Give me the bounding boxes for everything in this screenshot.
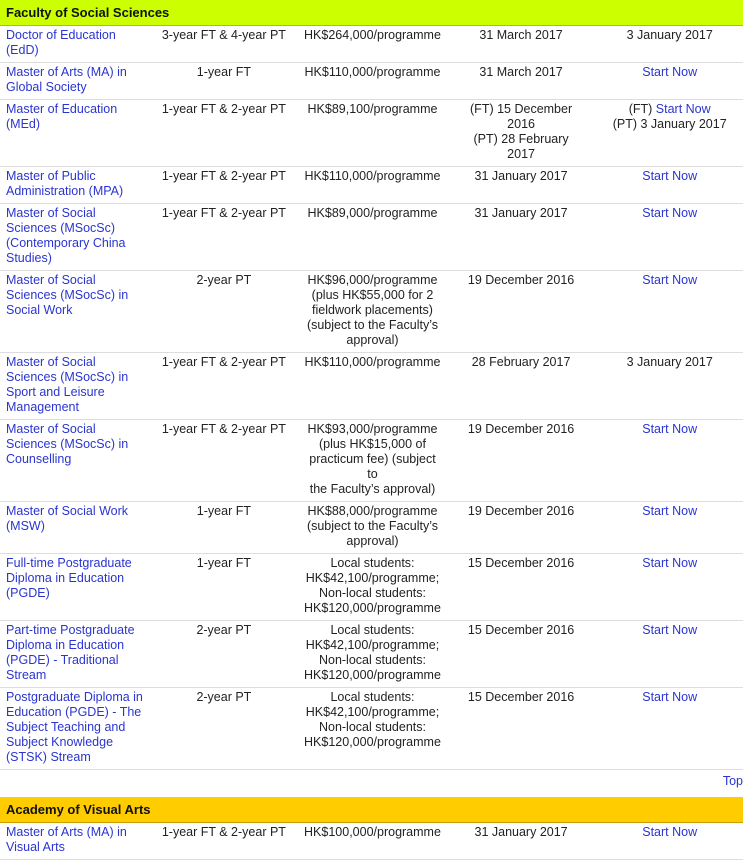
deadline-line: 15 December 2016 [467, 623, 575, 637]
tuition-fee [297, 63, 446, 100]
programme-link[interactable]: Master of Social Sciences (MSocSc) in Social Work [6, 273, 129, 317]
faculty-header-row [0, 0, 743, 26]
study-mode: 1-year FT & 2-year PT [149, 823, 298, 860]
programme-link[interactable]: Master of Arts (MA) in Global Society [6, 65, 127, 94]
application-start [594, 554, 743, 621]
application-deadline [446, 823, 595, 860]
tuition-fee [297, 502, 446, 554]
application-deadline [446, 420, 595, 502]
fee-line: HK$96,000/programme [307, 273, 438, 287]
application-start [594, 271, 743, 353]
study-mode: 1-year FT & 2-year PT [149, 420, 298, 502]
fee-line: HK$89,100/programme [307, 102, 438, 116]
table-row [0, 100, 743, 167]
fee-line: HK$120,000/programme [304, 601, 441, 615]
application-start [594, 353, 743, 420]
deadline-line: 31 January 2017 [474, 206, 568, 220]
fee-line: HK$89,000/programme [307, 206, 438, 220]
start-now-link[interactable]: Start Now [642, 690, 698, 704]
table-row [0, 353, 743, 420]
programme-link[interactable]: Master of Social Work (MSW) [6, 504, 129, 533]
fee-line: (subject to the Faculty’s [306, 519, 439, 533]
application-deadline [446, 502, 595, 554]
start-now-link[interactable]: Start Now [642, 206, 698, 220]
study-mode: 1-year FT & 2-year PT [149, 353, 298, 420]
tuition-fee [297, 26, 446, 63]
programme-link[interactable]: Master of Arts (MA) in Visual Arts [6, 825, 127, 854]
application-start [594, 621, 743, 688]
start-date: (PT) 3 January 2017 [612, 117, 727, 131]
study-mode: 1-year FT [149, 554, 298, 621]
academy-header-row [0, 797, 743, 823]
application-deadline [446, 554, 595, 621]
application-deadline [446, 100, 595, 167]
start-date: 3 January 2017 [626, 355, 713, 369]
fee-line: HK$42,100/programme; [305, 638, 440, 652]
tuition-fee [297, 420, 446, 502]
deadline-line: 2017 [507, 147, 535, 161]
fee-line: HK$120,000/programme [304, 735, 441, 749]
start-now-link[interactable]: Start Now [642, 825, 698, 839]
application-start [594, 823, 743, 860]
study-mode: 1-year FT [149, 502, 298, 554]
top-link[interactable]: Top [722, 774, 743, 788]
table-row [0, 204, 743, 271]
programme-link[interactable]: Postgraduate Diploma in Education (PGDE) - The Subject Teaching and Subject Knowledge (STSK) Stream [6, 690, 143, 764]
start-now-link[interactable]: Start Now [642, 504, 698, 518]
programme-link[interactable]: Part-time Postgraduate Diploma in Education (PGDE) - Traditional Stream [6, 623, 135, 682]
application-start [594, 26, 743, 63]
fee-line: fieldwork placements) [312, 303, 433, 317]
fee-line: practicum fee) (subject to [309, 452, 436, 481]
fee-line: HK$110,000/programme [304, 169, 441, 183]
deadline-line: 31 March 2017 [479, 65, 563, 79]
tuition-fee [297, 554, 446, 621]
tuition-fee [297, 823, 446, 860]
academy-title: Academy of Visual Arts [0, 797, 743, 823]
application-start [594, 204, 743, 271]
tuition-fee [297, 271, 446, 353]
fee-line: Local students: [330, 556, 415, 570]
fee-line: HK$88,000/programme [307, 504, 438, 518]
fee-line: HK$42,100/programme; [305, 571, 440, 585]
application-start [594, 63, 743, 100]
fee-line: Non-local students: [318, 586, 426, 600]
study-mode: 3-year FT & 4-year PT [149, 26, 298, 63]
fee-line: (subject to the Faculty’s [306, 318, 439, 332]
fee-line: HK$110,000/programme [304, 355, 441, 369]
application-deadline [446, 63, 595, 100]
start-now-link[interactable]: Start Now [642, 422, 698, 436]
start-now-link[interactable]: Start Now [642, 65, 698, 79]
faculty-title: Faculty of Social Sciences [0, 0, 743, 26]
deadline-line: 15 December 2016 [467, 690, 575, 704]
tuition-fee [297, 204, 446, 271]
fee-line: the Faculty’s approval) [309, 482, 436, 496]
study-mode: 2-year PT [149, 621, 298, 688]
programme-link[interactable]: Master of Social Sciences (MSocSc) in Counselling [6, 422, 129, 466]
table-row [0, 271, 743, 353]
deadline-line: 19 December 2016 [467, 422, 575, 436]
fee-line: HK$93,000/programme [307, 422, 438, 436]
top-row [0, 770, 743, 798]
application-deadline [446, 26, 595, 63]
application-deadline [446, 353, 595, 420]
application-start [594, 167, 743, 204]
fee-line: HK$110,000/programme [304, 65, 441, 79]
start-now-link[interactable]: Start Now [642, 556, 698, 570]
programme-link[interactable]: Master of Public Administration (MPA) [6, 169, 124, 198]
start-now-link[interactable]: Start Now [642, 273, 698, 287]
start-now-link[interactable]: Start Now [642, 623, 698, 637]
programme-link[interactable]: Full-time Postgraduate Diploma in Education (PGDE) [6, 556, 132, 600]
programme-link[interactable]: Master of Education (MEd) [6, 102, 118, 131]
deadline-line: 19 December 2016 [467, 504, 575, 518]
application-start [594, 502, 743, 554]
application-deadline [446, 167, 595, 204]
tuition-fee [297, 353, 446, 420]
table-row [0, 554, 743, 621]
programme-link[interactable]: Master of Social Sciences (MSocSc) (Contemporary China Studies) [6, 206, 126, 265]
table-row [0, 621, 743, 688]
table-row [0, 63, 743, 100]
start-now-link[interactable]: Start Now [655, 102, 711, 116]
table-row [0, 167, 743, 204]
deadline-line: 28 February 2017 [471, 355, 571, 369]
fee-line: Local students: [330, 623, 415, 637]
application-start [594, 100, 743, 167]
table-row [0, 688, 743, 770]
tuition-fee [297, 621, 446, 688]
programme-link[interactable]: Doctor of Education (EdD) [6, 28, 116, 57]
fee-line: HK$100,000/programme [304, 825, 441, 839]
study-mode: 1-year FT & 2-year PT [149, 204, 298, 271]
start-now-link[interactable]: Start Now [642, 169, 698, 183]
start-date: 3 January 2017 [626, 28, 713, 42]
table-row [0, 26, 743, 63]
fee-line: approval) [346, 333, 399, 347]
table-row [0, 420, 743, 502]
fee-line: (plus HK$15,000 of [318, 437, 426, 451]
deadline-line: (FT) 15 December [470, 102, 573, 116]
study-mode: 1-year FT & 2-year PT [149, 167, 298, 204]
fee-line: Local students: [330, 690, 415, 704]
deadline-line: 31 March 2017 [479, 28, 563, 42]
fee-line: HK$42,100/programme; [305, 705, 440, 719]
application-deadline [446, 271, 595, 353]
start-prefix: (FT) [628, 102, 656, 116]
deadline-line: 31 January 2017 [474, 825, 568, 839]
table-row [0, 502, 743, 554]
deadline-line: 19 December 2016 [467, 273, 575, 287]
tuition-fee [297, 688, 446, 770]
deadline-line: 2016 [507, 117, 535, 131]
programme-link[interactable]: Master of Social Sciences (MSocSc) in Sport and Leisure Management [6, 355, 129, 414]
study-mode: 2-year PT [149, 271, 298, 353]
deadline-line: 31 January 2017 [474, 169, 568, 183]
application-deadline [446, 621, 595, 688]
application-deadline [446, 688, 595, 770]
fee-line: Non-local students: [318, 720, 426, 734]
deadline-line: (PT) 28 February [473, 132, 569, 146]
study-mode: 1-year FT [149, 63, 298, 100]
tuition-fee [297, 100, 446, 167]
fee-line: HK$264,000/programme [304, 28, 441, 42]
deadline-line: 15 December 2016 [467, 556, 575, 570]
application-start [594, 688, 743, 770]
application-deadline [446, 204, 595, 271]
fee-line: Non-local students: [318, 653, 426, 667]
fee-line: approval) [346, 534, 399, 548]
study-mode: 2-year PT [149, 688, 298, 770]
tuition-fee [297, 167, 446, 204]
fee-line: (plus HK$55,000 for 2 [311, 288, 434, 302]
study-mode: 1-year FT & 2-year PT [149, 100, 298, 167]
application-start [594, 420, 743, 502]
table-row [0, 823, 743, 860]
fee-line: HK$120,000/programme [304, 668, 441, 682]
